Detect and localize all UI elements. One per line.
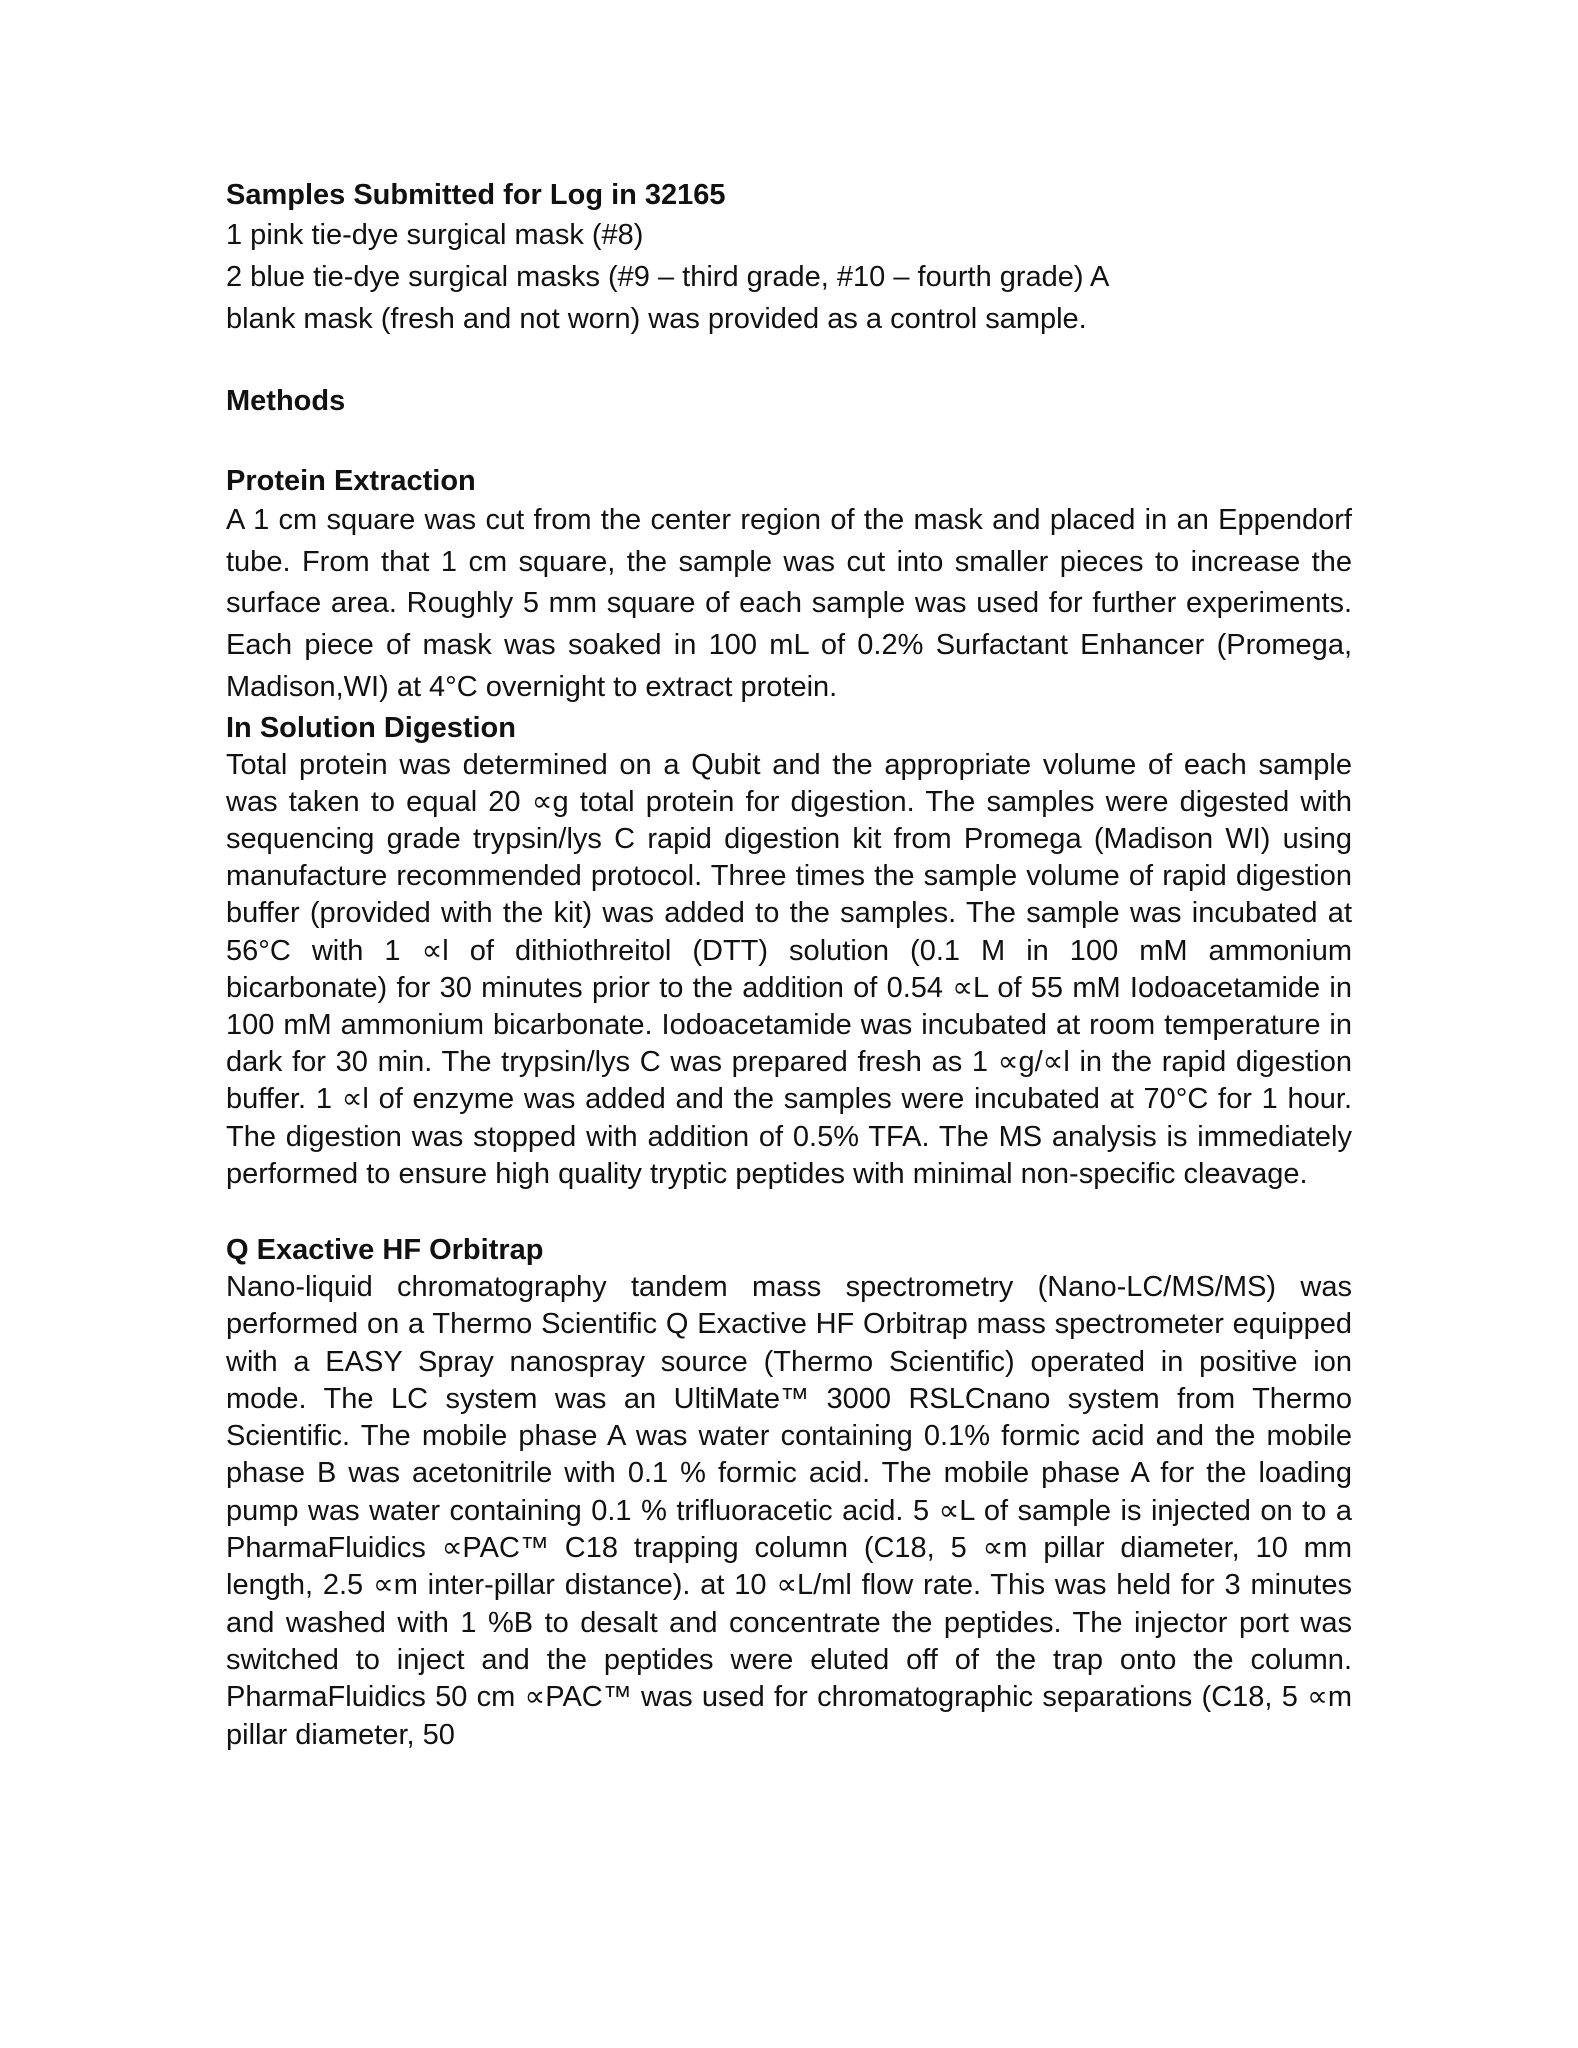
in-solution-digestion-heading: In Solution Digestion: [226, 711, 516, 744]
samples-line: 2 blue tie-dye surgical masks (#9 – third grade, #10 – fourth grade) A: [226, 261, 1110, 293]
spacer: [226, 420, 1352, 462]
samples-line: 1 pink tie-dye surgical mask (#8): [226, 219, 644, 251]
document-page: [226, 176, 1352, 1754]
orbitrap-heading: Q Exactive HF Orbitrap: [226, 1233, 544, 1266]
protein-extraction-heading: Protein Extraction: [226, 465, 476, 497]
in-solution-digestion-paragraph: Total protein was determined on a Qubit and the appropriate volume of each sample was taken to equal 20 ∝g total protein for digestion. The samples were digested with sequencing grade trypsin/lys C rapid digestion kit from Promega (Madison WI) using manufacture recommended protocol. Three times the sample volume of rapid digestion buffer (provided with the kit) was added to the samples. The sample was incubated at 56°C with 1 ∝l of dithiothreitol (DTT) solution (0.1 M in 100 mM ammonium bicarbonate) for 30 minutes prior to the addition of 0.54 ∝L of 55 mM Iodoacetamide in 100 mM ammonium bicarbonate. Iodoacetamide was incubated at room temperature in dark for 30 min. The trypsin/lys C was prepared fresh as 1 ∝g/∝l in the rapid digestion buffer. 1 ∝l of enzyme was added and the samples were incubated at 70°C for 1 hour. The digestion was stopped with addition of 0.5% TFA. The MS analysis is immediately performed to ensure high quality tryptic peptides with minimal non-specific cleavage.: [226, 748, 1352, 1190]
spacer: [226, 340, 1352, 382]
spacer: [226, 1193, 1352, 1231]
samples-line: blank mask (fresh and not worn) was provided as a control sample.: [226, 303, 1087, 335]
methods-heading: Methods: [226, 385, 346, 417]
samples-heading: Samples Submitted for Log in 32165: [226, 179, 726, 211]
orbitrap-paragraph: Nano-liquid chromatography tandem mass spectrometry (Nano-LC/MS/MS) was performed on a Thermo Scientific Q Exactive HF Orbitrap mass spectrometer equipped with a EASY Spray nanospray source (Thermo Scientific) operated in positive ion mode. The LC system was an UltiMate™ 3000 RSLCnano system from Thermo Scientific. The mobile phase A was water containing 0.1% formic acid and the mobile phase B was acetonitrile with 0.1 % formic acid. The mobile phase A for the loading pump was water containing 0.1 % trifluoracetic acid. 5 ∝L of sample is injected on to a PharmaFluidics ∝PAC™ C18 trapping column (C18, 5 ∝m pillar diameter, 10 mm length, 2.5 ∝m inter-pillar distance). at 10 ∝L/ml flow rate. This was held for 3 minutes and washed with 1 %B to desalt and concentrate the peptides. The injector port was switched to inject and the peptides were eluted off of the trap onto the column. PharmaFluidics 50 cm ∝PAC™ was used for chromatographic separations (C18, 5 ∝m pillar diameter, 50: [226, 1270, 1352, 1751]
protein-extraction-paragraph: A 1 cm square was cut from the center region of the mask and placed in an Eppendorf tube. From that 1 cm square, the sample was cut into smaller pieces to increase the surface area. Roughly 5 mm square of each sample was used for further experiments. Each piece of mask was soaked in 100 mL of 0.2% Surfactant Enhancer (Promega, Madison,WI) at 4°C overnight to extract protein.: [226, 504, 1352, 703]
